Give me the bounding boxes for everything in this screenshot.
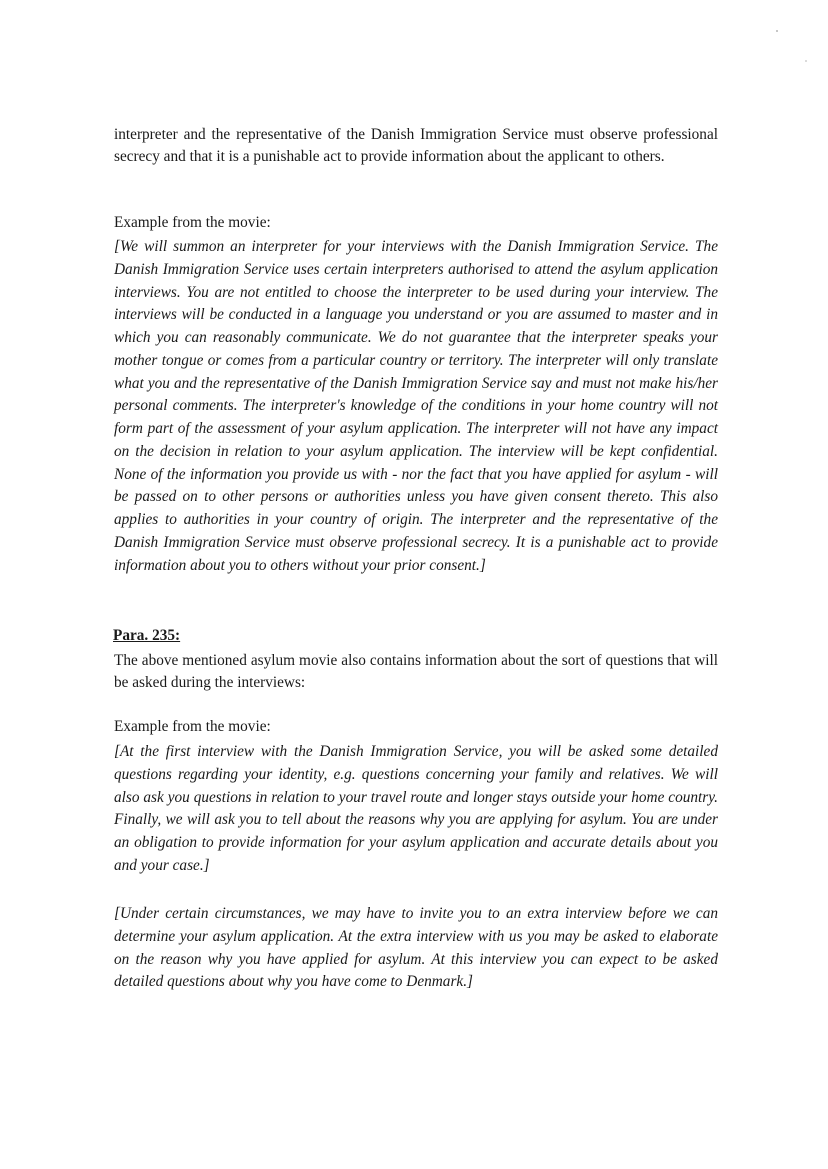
intro-paragraph: interpreter and the representative of the Danish Immigration Service must observe professional secrecy and that it is a punishable act to provide information about the applicant to others. bbox=[114, 126, 718, 165]
scan-speck bbox=[805, 60, 807, 62]
example-label: Example from the movie: bbox=[114, 214, 271, 231]
para-text: The above mentioned asylum movie also contains information about the sort of questions that will be asked during the interviews: bbox=[114, 652, 718, 691]
movie-quote-first-interview: [At the first interview with the Danish Immigration Service, you will be asked some detailed questions regarding your identity, e.g. questions concerning your family and relatives. We will also ask you questions in relation to your travel route and longer stays outside your home country. Finally, we will ask you to tell about the reasons why you are applying for asylum. You are under an obligation to provide information for your asylum application and accurate details about you and your case.] bbox=[114, 743, 718, 874]
scan-speck bbox=[776, 30, 778, 32]
example-label: Example from the movie: bbox=[114, 718, 271, 735]
movie-quote-interpreter: [We will summon an interpreter for your interviews with the Danish Immigration Service. The Danish Immigration Service uses certain interpreters authorised to attend the asylum application interviews. You are not entitled to choose the interpreter to be used during your interview. The interviews will be conducted in a language you understand or you are assumed to master and in which you can reasonably communicate. We do not guarantee that the interpreter speaks your mother tongue or comes from a particular country or territory. The interpreter will only translate what you and the representative of the Danish Immigration Service say and must not make his/her personal comments. The interpreter's knowledge of the conditions in your home country will not form part of the assessment of your asylum application. The interpreter will not have any impact on the decision in relation to your asylum application. The interview will be kept confidential. None of the information you provide us with - nor the fact that you have applied for asylum - will be passed on to other persons or authorities unless you have given consent thereto. This also applies to authorities in your country of origin. The interpreter and the representative of the Danish Immigration Service must observe professional secrecy. It is a punishable act to provide information about you to others without your prior consent.] bbox=[114, 238, 718, 574]
movie-quote-extra-interview: [Under certain circumstances, we may have to invite you to an extra interview before we can determine your asylum application. At the extra interview with us you may be asked to elaborate on the reason why you have applied for asylum. At this interview you can expect to be asked detailed questions about why you have come to Denmark.] bbox=[114, 905, 718, 991]
para-heading: Para. 235: bbox=[113, 627, 181, 644]
